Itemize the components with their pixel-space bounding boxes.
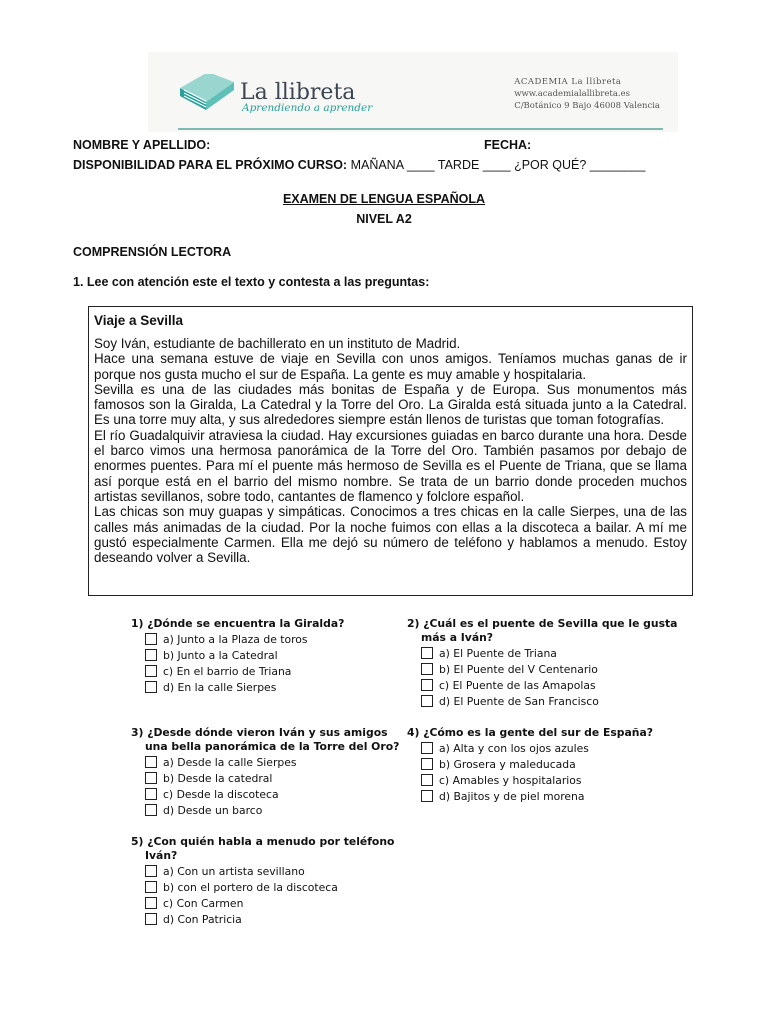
checkbox[interactable] xyxy=(421,679,433,691)
checkbox[interactable] xyxy=(145,913,157,925)
checkbox[interactable] xyxy=(421,663,433,675)
option-d[interactable]: d) El Puente de San Francisco xyxy=(421,693,677,709)
name-label: NOMBRE Y APELLIDO: xyxy=(73,138,211,152)
option-a[interactable]: a) Desde la calle Sierpes xyxy=(145,754,399,770)
question-text: 2) ¿Cuál es el puente de Sevilla que le gusta más a Iván? xyxy=(407,617,678,644)
option-c[interactable]: c) Con Carmen xyxy=(145,895,394,911)
checkbox[interactable] xyxy=(145,665,157,677)
option-b[interactable]: b) Desde la catedral xyxy=(145,770,399,786)
book-logo-icon xyxy=(176,74,238,114)
checkbox[interactable] xyxy=(421,758,433,770)
reading-paragraph: Hace una semana estuve de viaje en Sevilla con unos amigos. Teníamos muchas ganas de ir porque nos gusta mucho el sur de España. La gente es muy amable y hospitalaria. xyxy=(94,351,687,382)
brand-tagline: Aprendiendo a aprender xyxy=(242,102,373,114)
question-4 xyxy=(407,726,653,804)
option-d[interactable]: d) Desde un barco xyxy=(145,802,399,818)
checkbox[interactable] xyxy=(421,695,433,707)
checkbox[interactable] xyxy=(145,881,157,893)
header-divider xyxy=(178,128,663,130)
option-d[interactable]: d) Bajitos y de piel morena xyxy=(421,788,653,804)
option-b[interactable]: b) con el portero de la discoteca xyxy=(145,879,394,895)
checkbox[interactable] xyxy=(145,633,157,645)
reading-paragraph: El río Guadalquivir atraviesa la ciudad. Hay excursiones guiadas en barco durante una hora. Desde el barco vimos una hermosa panorámica de la Torre del Oro. También pasamos por debajo de enormes puentes. Para mí el puente más hermoso de Sevilla es el Puente de Triana, que se llama así porque está en el barrio del mismo nombre. Se trata de un barrio donde proceden muchos artistas sevillanos, sobre todo, cantantes de flamenco y folclore español. xyxy=(94,427,687,504)
option-c[interactable]: c) Desde la discoteca xyxy=(145,786,399,802)
checkbox[interactable] xyxy=(421,774,433,786)
date-label: FECHA: xyxy=(484,138,532,152)
availability-options: MAÑANA ____ TARDE ____ ¿POR QUÉ? ________ xyxy=(347,158,646,172)
reading-paragraph: Sevilla es una de las ciudades más bonitas de España y de Europa. Sus monumentos más famosos son la Giralda, La Catedral y la Torre del Oro. La Giralda está situada junto a la Catedral. Es una torre muy alta, y sus alrededores siempre están llenos de turistas que toman fotografías. xyxy=(94,381,687,428)
checkbox[interactable] xyxy=(145,756,157,768)
question-1 xyxy=(131,617,344,695)
option-b[interactable]: b) Grosera y maleducada xyxy=(421,756,653,772)
checkbox[interactable] xyxy=(145,649,157,661)
checkbox[interactable] xyxy=(145,897,157,909)
option-b[interactable]: b) El Puente del V Centenario xyxy=(421,661,677,677)
exam-level: NIVEL A2 xyxy=(356,212,412,226)
checkbox[interactable] xyxy=(145,788,157,800)
option-a[interactable]: a) Alta y con los ojos azules xyxy=(421,740,653,756)
question-5 xyxy=(131,835,394,927)
checkbox[interactable] xyxy=(421,647,433,659)
checkbox[interactable] xyxy=(145,804,157,816)
brand-name: La llibreta xyxy=(240,80,356,105)
checkbox[interactable] xyxy=(421,742,433,754)
academy-name: ACADEMIA La llibreta xyxy=(514,77,622,87)
reading-text-box xyxy=(88,306,693,596)
availability-line xyxy=(73,158,645,172)
exam-title: EXAMEN DE LENGUA ESPAÑOLA xyxy=(282,192,486,206)
reading-paragraph: Soy Iván, estudiante de bachillerato en un instituto de Madrid. xyxy=(94,336,461,351)
option-a[interactable]: a) El Puente de Triana xyxy=(421,645,677,661)
academy-website: www.academialallibreta.es xyxy=(514,89,630,99)
letterhead xyxy=(148,52,678,132)
option-c[interactable]: c) El Puente de las Amapolas xyxy=(421,677,677,693)
section-title: COMPRENSIÓN LECTORA xyxy=(73,245,232,259)
option-d[interactable]: d) En la calle Sierpes xyxy=(145,679,344,695)
reading-paragraph: Las chicas son muy guapas y simpáticas. Conocimos a tres chicas en la calle Sierpes, una de las calles más animadas de la ciudad. Por la noche fuimos con ellas a la discoteca a bailar. A mí me gustó especialmente Carmen. Ella me dejó su número de teléfono y hablamos a menudo. Estoy deseando volver a Sevilla. xyxy=(94,504,687,566)
checkbox[interactable] xyxy=(145,772,157,784)
option-c[interactable]: c) En el barrio de Triana xyxy=(145,663,344,679)
academy-address-block xyxy=(514,76,660,112)
academy-address: C/Botánico 9 Bajo 46008 Valencia xyxy=(514,101,660,111)
option-c[interactable]: c) Amables y hospitalarios xyxy=(421,772,653,788)
reading-title: Viaje a Sevilla xyxy=(94,313,184,328)
question-text: 4) ¿Cómo es la gente del sur de España? xyxy=(407,726,654,739)
option-d[interactable]: d) Con Patricia xyxy=(145,911,394,927)
option-b[interactable]: b) Junto a la Catedral xyxy=(145,647,344,663)
checkbox[interactable] xyxy=(145,681,157,693)
instruction: 1. Lee con atención este el texto y contesta a las preguntas: xyxy=(73,275,430,289)
question-3 xyxy=(131,726,399,818)
question-2 xyxy=(407,617,677,709)
availability-label: DISPONIBILIDAD PARA EL PRÓXIMO CURSO: xyxy=(73,158,348,172)
question-text: 3) ¿Desde dónde vieron Iván y sus amigos una bella panorámica de la Torre del Oro? xyxy=(131,726,400,753)
option-a[interactable]: a) Con un artista sevillano xyxy=(145,863,394,879)
checkbox[interactable] xyxy=(145,865,157,877)
question-text: 1) ¿Dónde se encuentra la Giralda? xyxy=(131,617,345,630)
checkbox[interactable] xyxy=(421,790,433,802)
option-a[interactable]: a) Junto a la Plaza de toros xyxy=(145,631,344,647)
question-text: 5) ¿Con quién habla a menudo por teléfono Iván? xyxy=(131,835,395,862)
